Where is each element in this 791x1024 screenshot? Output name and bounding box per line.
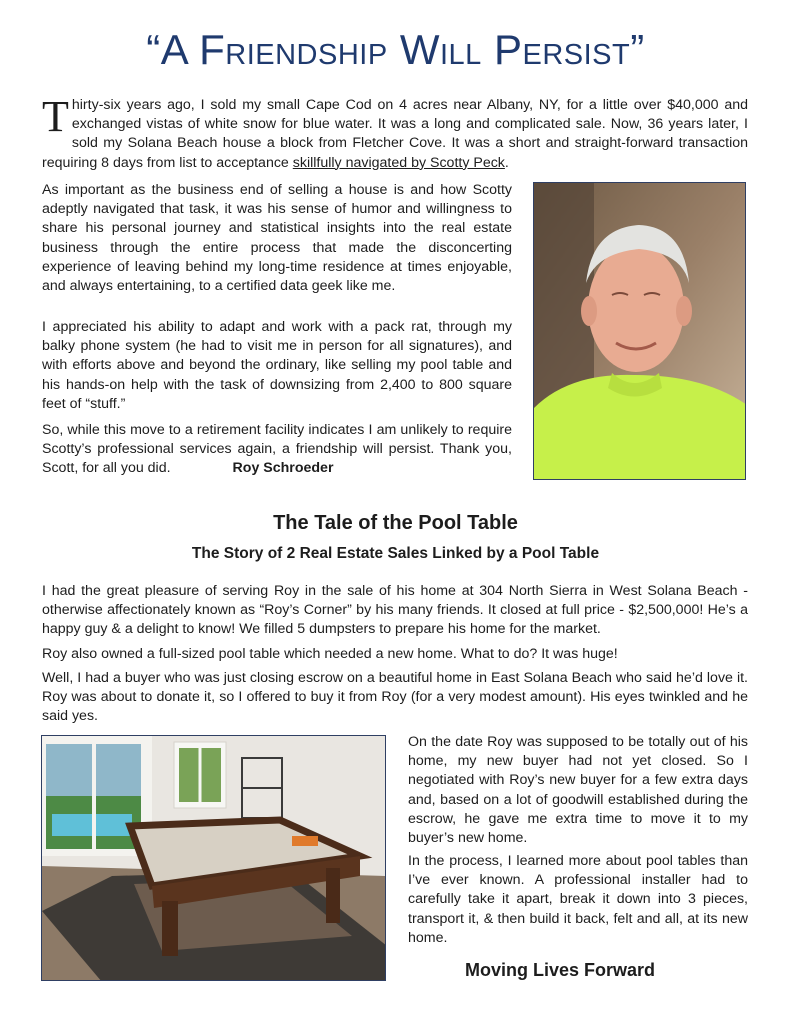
portrait-image: [534, 183, 746, 480]
story-paragraph-2: Roy also owned a full-sized pool table which needed a new home. What to do? It was huge!: [42, 646, 618, 662]
underlined-phrase: skillfully navigated by Scotty Peck: [292, 154, 505, 171]
letter-paragraph-1: [42, 92, 748, 173]
letter-p4-text: So, while this move to a retirement facility indicates I am unlikely to require Scotty’s professional services again, a friendship will persist. Thank you, Scott, for all you did.: [42, 422, 512, 477]
story-paragraph-4: On the date Roy was supposed to be totally out of his home, my new buyer had not yet closed. So I negotiated with Roy’s new buyer for a few extra days and, based on a lot of goodwill established during the escrow, he gave me extra time to move it to my buyer’s new home.: [408, 734, 748, 847]
pool-table-photo: [41, 735, 386, 981]
drop-cap: T: [42, 92, 69, 141]
letter-paragraph-3: I appreciated his ability to adapt and work with a pack rat, through my balky phone system (he had to visit me in person for all signatures), and with efforts above and beyond the ordinary, like selling my pool table and his hands-on help with the task of downsizing from 2,400 to 800 square feet of “stuff.”: [42, 319, 512, 412]
story-paragraph-1: I had the great pleasure of serving Roy in the sale of his home at 304 North Sierra in West Solana Beach - otherwise affectionately known as “Roy’s Corner” by his many friends. It closed at full price - $2,500,000! He’s a happy guy & a delight to know! We filled 5 dumpsters to prepare his home for the market.: [42, 583, 748, 638]
portrait-photo: [533, 182, 746, 480]
pool-table-image: [42, 736, 386, 981]
story-heading: The Tale of the Pool Table: [273, 512, 518, 534]
letter-p1-text: hirty-six years ago, I sold my small Cape Cod on 4 acres near Albany, NY, for a little over $40,000 and exchanged vistas of white snow for blue water. It was a long and complicated sale. Now, 36 years later, I sold my Solana Beach house a block from Fletcher Cove. It was a short and straight-forward transaction requiring 8 days from list to acceptance: [42, 97, 748, 171]
tagline: Moving Lives Forward: [465, 960, 656, 980]
story-subheading: The Story of 2 Real Estate Sales Linked by a Pool Table: [191, 545, 600, 562]
letter-paragraph-4: [42, 421, 512, 479]
page-title: “A Friendship Will Persist”: [146, 26, 645, 73]
story-paragraph-5: In the process, I learned more about pool tables than I’ve ever known. A professional installer had to carefully take it apart, break it down into 3 pieces, transport it, & then build it back, felt and all, at its new home.: [408, 853, 748, 946]
letter-paragraph-2: As important as the business end of selling a house is and how Scotty adeptly navigated that task, it was his sense of humor and willingness to share his personal journey and statistical insights into the real estate business through the entire process that made the disconcerting experience of leaving behind my long-time residence at times enjoyable, and always entertaining, to a certified data geek like me.: [42, 182, 512, 295]
signature: Roy Schroeder: [232, 460, 334, 477]
letter-p1-end: .: [504, 154, 509, 171]
story-paragraph-3: Well, I had a buyer who was just closing escrow on a beautiful home in East Solana Beach who said he’d love it. Roy was about to donate it, so I offered to buy it from Roy (for a very modest amount). His eyes twinkled and he said yes.: [42, 670, 748, 725]
